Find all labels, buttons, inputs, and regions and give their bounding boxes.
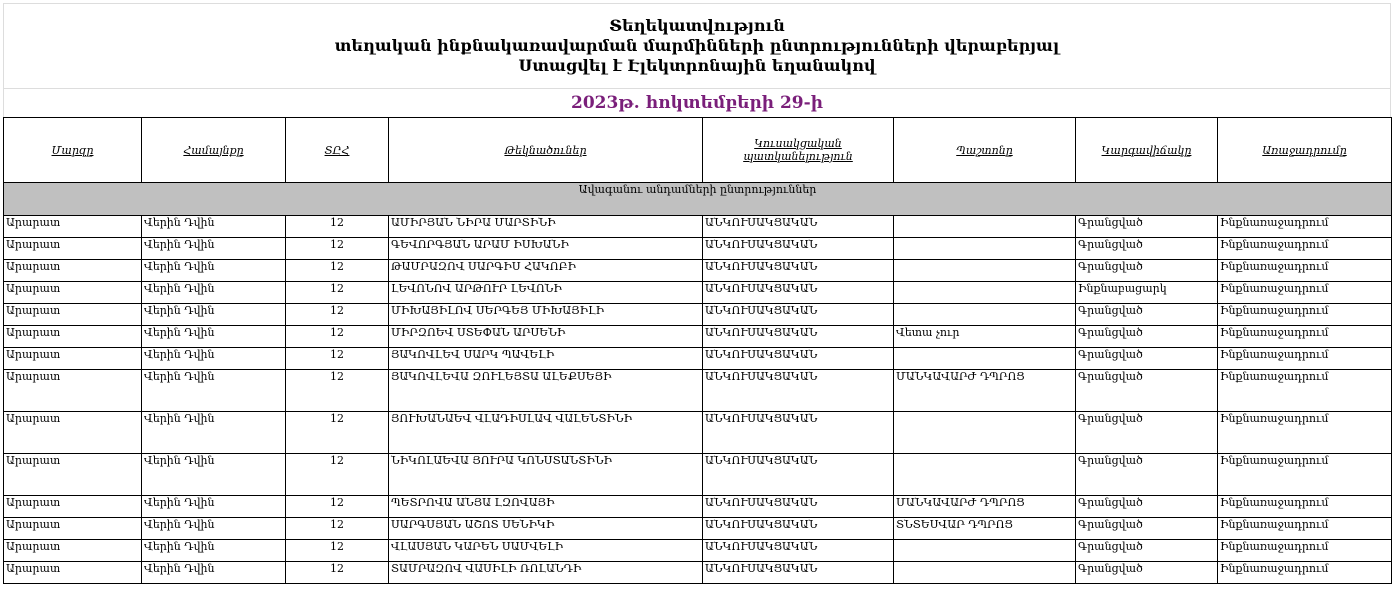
table-row (4, 454, 1392, 496)
cell-position (894, 304, 1076, 326)
cell-candidate: ՊԵՏՐՈՎԱ ԱՆՅԱ ԼԶՈՎԱՅԻ (389, 496, 703, 518)
cell-candidate: ՅԱԿՈՎԼԵՎ ՍԱՐԿ ՊԱՎԵԼԻ (389, 348, 703, 370)
cell-tec: 12 (286, 496, 389, 518)
cell-region: Արարատ (4, 540, 142, 562)
cell-nomination: Ինքնառաջադրում (1218, 326, 1392, 348)
cell-candidate: ԹԱՄՐԱԶՈՎ ՍԱՐԳԻՍ ՀԱԿՈԲԻ (389, 260, 703, 282)
cell-nomination: Ինքնառաջադրում (1218, 454, 1392, 496)
cell-tec: 12 (286, 260, 389, 282)
cell-party: ԱՆԿՈՒՍԱԿՑԱԿԱՆ (703, 562, 894, 584)
cell-position (894, 562, 1076, 584)
cell-party: ԱՆԿՈՒՍԱԿՑԱԿԱՆ (703, 348, 894, 370)
cell-nomination: Ինքնառաջադրում (1218, 216, 1392, 238)
cell-position (894, 282, 1076, 304)
cell-region: Արարատ (4, 412, 142, 454)
cell-position: ՄԱՆԿԱՎԱՐԺ ԴՊՐՈՑ (894, 370, 1076, 412)
cell-tec: 12 (286, 238, 389, 260)
cell-nomination: Ինքնառաջադրում (1218, 496, 1392, 518)
table-row (4, 304, 1392, 326)
column-nomination-header[interactable]: Առաջադրումը (1218, 118, 1392, 183)
cell-region: Արարատ (4, 238, 142, 260)
group-title: Ավագանու անդամների ընտրություններ (4, 183, 1392, 216)
cell-position: ՄԱՆԿԱՎԱՐԺ ԴՊՐՈՑ (894, 496, 1076, 518)
cell-tec: 12 (286, 454, 389, 496)
cell-position (894, 540, 1076, 562)
cell-candidate: ՍԱՐԳՍՅԱՆ ԱՇՈՏ ՍԵՆԻԿԻ (389, 518, 703, 540)
cell-position: ՏՆՏԵՍՎԱՐ ԴՊՐՈՑ (894, 518, 1076, 540)
table-row (4, 562, 1392, 584)
cell-party: ԱՆԿՈՒՍԱԿՑԱԿԱՆ (703, 238, 894, 260)
column-tec-header[interactable]: ՏԸՀ (286, 118, 389, 183)
column-region-header[interactable]: Մարզը (4, 118, 142, 183)
cell-party: ԱՆԿՈՒՍԱԿՑԱԿԱՆ (703, 496, 894, 518)
cell-status: Գրանցված (1076, 454, 1218, 496)
cell-position (894, 454, 1076, 496)
table-row (4, 282, 1392, 304)
cell-tec: 12 (286, 326, 389, 348)
report-subtitle: տեղական ինքնակառավարման մարմինների ընտրությունների վերաբերյալ (334, 36, 1060, 55)
table-row (4, 216, 1392, 238)
cell-party: ԱՆԿՈՒՍԱԿՑԱԿԱՆ (703, 540, 894, 562)
cell-nomination: Ինքնառաջադրում (1218, 348, 1392, 370)
cell-status: Գրանցված (1076, 260, 1218, 282)
cell-status: Գրանցված (1076, 518, 1218, 540)
cell-community: Վերին Դվին (142, 540, 286, 562)
table-row (4, 326, 1392, 348)
cell-status: Գրանցված (1076, 370, 1218, 412)
cell-party: ԱՆԿՈՒՍԱԿՑԱԿԱՆ (703, 282, 894, 304)
cell-nomination: Ինքնառաջադրում (1218, 282, 1392, 304)
cell-party: ԱՆԿՈՒՍԱԿՑԱԿԱՆ (703, 412, 894, 454)
cell-position (894, 260, 1076, 282)
cell-status: Գրանցված (1076, 216, 1218, 238)
table-body (4, 183, 1392, 584)
report-title: Տեղեկատվություն (609, 16, 785, 35)
cell-candidate: ՏԱՄՐԱԶՈՎ ՎԱՍԻԼԻ ՌՈԼԱՆԴԻ (389, 562, 703, 584)
cell-community: Վերին Դվին (142, 216, 286, 238)
cell-status: Գրանցված (1076, 562, 1218, 584)
report-date: 2023թ. հոկտեմբերի 29-ի (3, 89, 1391, 117)
column-community-header[interactable]: Համայնքը (142, 118, 286, 183)
cell-status: Գրանցված (1076, 304, 1218, 326)
cell-region: Արարատ (4, 496, 142, 518)
table-row (4, 370, 1392, 412)
cell-tec: 12 (286, 540, 389, 562)
cell-tec: 12 (286, 216, 389, 238)
cell-tec: 12 (286, 518, 389, 540)
report-header (3, 3, 1391, 89)
cell-community: Վերին Դվին (142, 260, 286, 282)
cell-candidate: ՎԼԱՍՅԱՆ ԿԱՐԵՆ ՍԱՄՎԵԼԻ (389, 540, 703, 562)
table-row (4, 412, 1392, 454)
cell-community: Վերին Դվին (142, 282, 286, 304)
column-candidates-header[interactable]: Թեկնածուներ (389, 118, 703, 183)
cell-party: ԱՆԿՈՒՍԱԿՑԱԿԱՆ (703, 370, 894, 412)
cell-region: Արարատ (4, 282, 142, 304)
table-row (4, 260, 1392, 282)
cell-candidate: ՅԱԿՈՎԼԵՎԱ ԶՈՒԼԵՅՏԱ ԱԼԵՔՍԵՅԻ (389, 370, 703, 412)
cell-party: ԱՆԿՈՒՍԱԿՑԱԿԱՆ (703, 216, 894, 238)
candidates-table (3, 117, 1392, 584)
cell-status: Գրանցված (1076, 238, 1218, 260)
cell-community: Վերին Դվին (142, 304, 286, 326)
cell-status: Գրանցված (1076, 496, 1218, 518)
cell-tec: 12 (286, 370, 389, 412)
cell-region: Արարատ (4, 216, 142, 238)
table-row (4, 348, 1392, 370)
table-row (4, 238, 1392, 260)
cell-region: Արարատ (4, 326, 142, 348)
table-row (4, 540, 1392, 562)
column-party-header[interactable]: Կուսակցական պատկանելություն (703, 118, 894, 183)
cell-community: Վերին Դվին (142, 326, 286, 348)
cell-community: Վերին Դվին (142, 562, 286, 584)
cell-region: Արարատ (4, 454, 142, 496)
cell-nomination: Ինքնառաջադրում (1218, 518, 1392, 540)
cell-position (894, 238, 1076, 260)
cell-tec: 12 (286, 562, 389, 584)
cell-tec: 12 (286, 412, 389, 454)
cell-community: Վերին Դվին (142, 348, 286, 370)
cell-nomination: Ինքնառաջադրում (1218, 562, 1392, 584)
cell-nomination: Ինքնառաջադրում (1218, 540, 1392, 562)
cell-party: ԱՆԿՈՒՍԱԿՑԱԿԱՆ (703, 454, 894, 496)
cell-party: ԱՆԿՈՒՍԱԿՑԱԿԱՆ (703, 326, 894, 348)
cell-status: Գրանցված (1076, 412, 1218, 454)
cell-status: Գրանցված (1076, 326, 1218, 348)
table-row (4, 496, 1392, 518)
cell-community: Վերին Դվին (142, 412, 286, 454)
cell-nomination: Ինքնառաջադրում (1218, 412, 1392, 454)
cell-position (894, 348, 1076, 370)
cell-region: Արարատ (4, 562, 142, 584)
cell-tec: 12 (286, 282, 389, 304)
column-status-header[interactable]: Կարգավիճակը (1076, 118, 1218, 183)
cell-tec: 12 (286, 348, 389, 370)
cell-community: Վերին Դվին (142, 454, 286, 496)
table-row (4, 518, 1392, 540)
cell-status: Գրանցված (1076, 540, 1218, 562)
cell-party: ԱՆԿՈՒՍԱԿՑԱԿԱՆ (703, 304, 894, 326)
report-source-note: Ստացվել է Էլեկտրոնային եղանակով (518, 56, 876, 75)
cell-candidate: ԳԵՎՈՐԳՅԱՆ ԱՐԱՄ ԻՍԽԱՆԻ (389, 238, 703, 260)
cell-status: Ինքնաբացարկ (1076, 282, 1218, 304)
cell-position: Վետա չուր (894, 326, 1076, 348)
cell-candidate: ՅՈՒԽԱՆԱԵՎ ՎԼԱԴԻՍԼԱՎ ՎԱԼԵՆՏԻՆԻ (389, 412, 703, 454)
cell-candidate: ՄԻԽԱՅԻԼՈՎ ՍԵՐԳԵՅ ՄԻԽԱՅԻԼԻ (389, 304, 703, 326)
cell-position (894, 216, 1076, 238)
cell-community: Վերին Դվին (142, 238, 286, 260)
cell-nomination: Ինքնառաջադրում (1218, 238, 1392, 260)
cell-region: Արարատ (4, 518, 142, 540)
cell-status: Գրանցված (1076, 348, 1218, 370)
cell-nomination: Ինքնառաջադրում (1218, 304, 1392, 326)
cell-party: ԱՆԿՈՒՍԱԿՑԱԿԱՆ (703, 260, 894, 282)
report-container (3, 3, 1391, 584)
cell-region: Արարատ (4, 370, 142, 412)
cell-party: ԱՆԿՈՒՍԱԿՑԱԿԱՆ (703, 518, 894, 540)
cell-candidate: ՆԻԿՈԼԱԵՎԱ ՅՈՒՐԱ ԿՈՆՍՏԱՆՏԻՆԻ (389, 454, 703, 496)
table-header-row (4, 118, 1392, 183)
cell-candidate: ԼԵՎՈՆՈՎ ԱՐԹՈՒՐ ԼԵՎՈՆԻ (389, 282, 703, 304)
column-position-header[interactable]: Պաշտոնը (894, 118, 1076, 183)
cell-community: Վերին Դվին (142, 370, 286, 412)
cell-region: Արարատ (4, 348, 142, 370)
cell-candidate: ՄԻՐԶՈԵՎ ՍՏԵՓԱՆ ԱՐՍԵՆԻ (389, 326, 703, 348)
cell-candidate: ԱՄԻՐՅԱՆ ՆԻՐԱ ՄԱՐՏԻՆԻ (389, 216, 703, 238)
cell-community: Վերին Դվին (142, 518, 286, 540)
group-row (4, 183, 1392, 216)
cell-position (894, 412, 1076, 454)
cell-nomination: Ինքնառաջադրում (1218, 260, 1392, 282)
cell-tec: 12 (286, 304, 389, 326)
cell-community: Վերին Դվին (142, 496, 286, 518)
cell-region: Արարատ (4, 304, 142, 326)
cell-nomination: Ինքնառաջադրում (1218, 370, 1392, 412)
cell-region: Արարատ (4, 260, 142, 282)
